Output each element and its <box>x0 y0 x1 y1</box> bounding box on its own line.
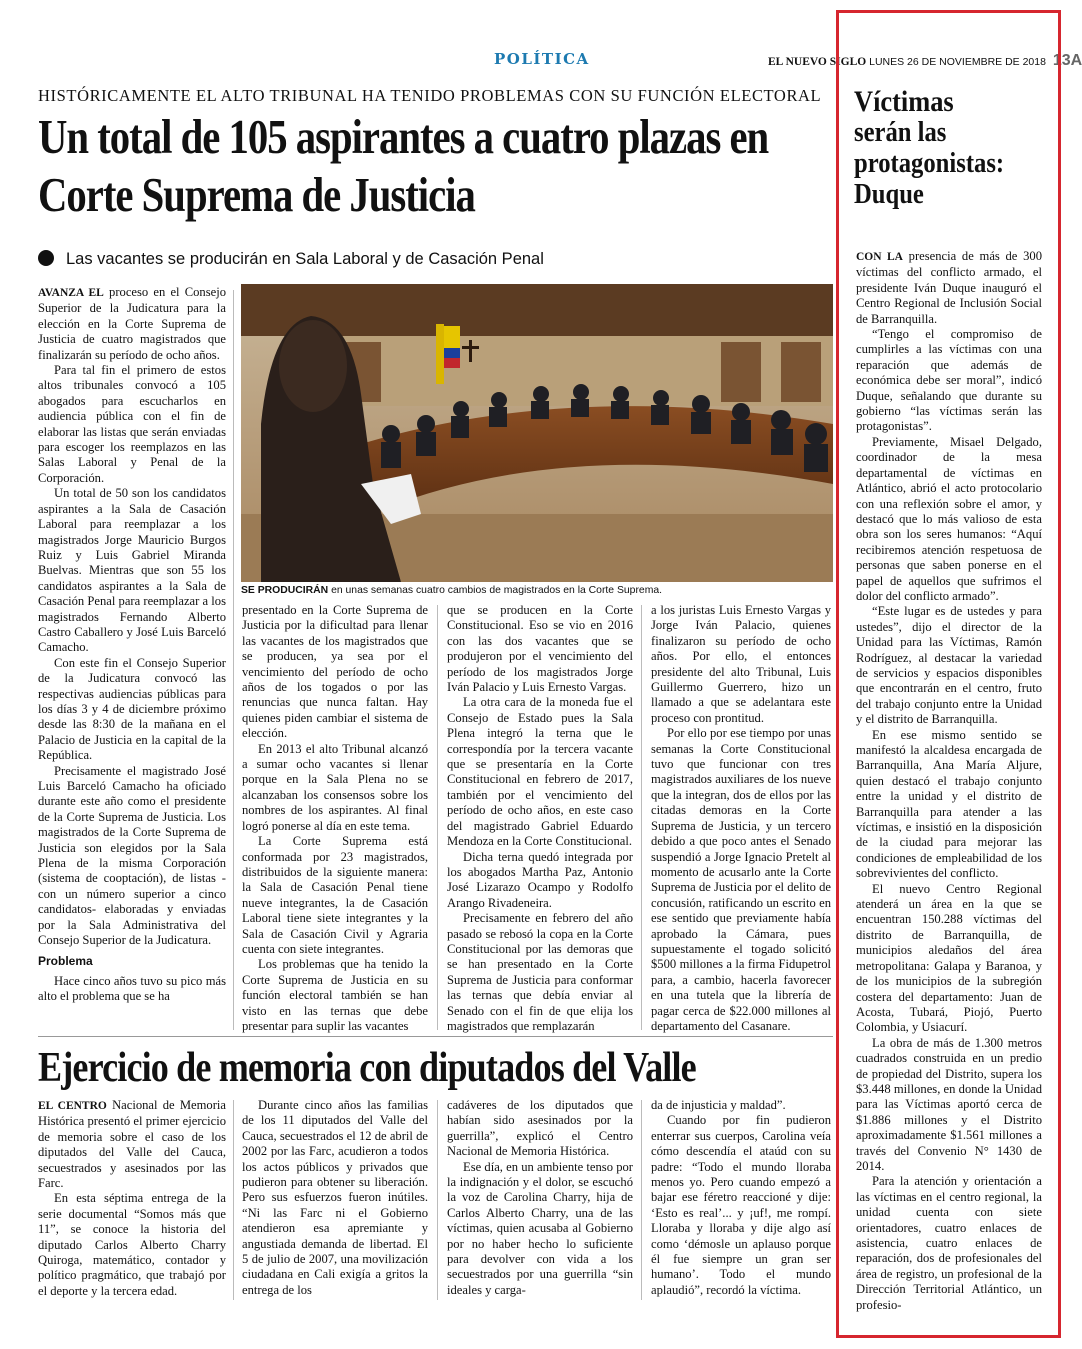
paragraph: Un total de 50 son los candidatos aspirantes a la Sala de Casación Laboral para reemplazar a los magistrados Jorge Mauricio Burgos Ruiz y Luis Gabriel Miranda Buelvas. Mientras que son 55 los candidatos aspirantes a la Sala de Casación Penal para reemplazar a los magistrados Fernando Alberto Castro Caballero y José Luis Barceló Camacho. <box>38 486 226 655</box>
page-number: 13A <box>1052 52 1082 69</box>
second-story-column-1 <box>38 1098 226 1299</box>
paragraph: El nuevo Centro Regional atenderá un área en la que se encuentran 150.288 víctimas del distrito de Barranquilla, de municipios aledaños del área metropolitana: Galapa y Baranoa, y de los municipios de la subregión costera del departamento: Juan de Acosta, Tubará, Piojó, Puerto Colombia, y Usiacurí. <box>856 881 1042 1035</box>
story-headline: Un total de 105 aspirantes a cuatro plazas en Corte Suprema de Justicia <box>38 111 769 222</box>
paragraph: Hace cinco años tuvo su pico más alto el problema que se ha <box>38 973 226 1004</box>
paragraph: Durante cinco años las familias de los 11 diputados del Valle del Cauca, secuestrados el 12 de abril de 2002 por las Farc, acudieron a todos los actos públicos y privados que pudieron para obtener su liberación. Pero sus esfuerzos fueron inútiles. “Ni las Farc ni el Gobierno atendieron esa apremiante y angustiada demanda de libertad. El 5 de julio de 2007, una movilización ciudadana en Cali exigía a gritos la entrega de los <box>242 1098 428 1297</box>
story-subhead <box>38 250 544 269</box>
paragraph: Para tal fin el primero de estos altos tribunales convocó a 105 abogados para escucharlos en audiencia pública con el fin de elaborar las listas que serán enviadas para escoger los reemplazos en las Salas Laboral y Penal de la Corporación. <box>38 363 226 485</box>
paragraph: Por ello por ese tiempo por unas semanas la Corte Constitucional tuvo que funcionar con tres magistrados auxiliares de los nueve que la integran, dos de ellos por las citadas demoras en la Corte Suprema de Justicia, y un tercero debido a que poco antes el Senado suspendió a Jorge Ignacio Pretelt al momento de acusarlo ante la Corte Suprema de Justicia por el delito de concusión, ratificando un escrito en ese sentido que previamente había aprobado la Cámara, pues supuestamente el togado solicitó $500 millones a la firma Fidupetrol para, a cambio, hacerla favorecer en una tutela que la librería de pagar cerca de $22.000 millones al departamento del Casanare. <box>651 726 831 1033</box>
second-story-headline: Ejercicio de memoria con diputados del Valle <box>38 1045 696 1091</box>
paragraph: Los problemas que ha tenido la Corte Suprema de Justicia en su función electoral también se han visto en las ternas que debe presentar para suplir las vacantes <box>242 957 428 1033</box>
photo-caption <box>241 585 662 596</box>
caption-text: en unas semanas cuatro cambios de magistrados en la Corte Suprema. <box>328 585 663 596</box>
paragraph: presentado en la Corte Suprema de Justicia por la dificultad para llenar las vacantes de los magistrados que se producen, ya sea por el vencimiento del período de ocho años de los togados o por las renuncias que nunca faltan. Hay quienes piden cambiar el sistema de elección. <box>242 603 428 741</box>
paragraph: La Corte Suprema está conformada por 23 magistrados, distribuidos de la siguiente manera: la Sala de Casación Penal tiene nueve integrantes, la de Casación Laboral tiene siete integrantes y la Sala de Casación Civil y Agraria cuenta con siete integrantes. <box>242 834 428 956</box>
section-subtitle: Problema <box>38 954 93 969</box>
paragraph: a los juristas Luis Ernesto Vargas y Jorge Iván Palacio, quienes finalizaron su período de ocho años. Por ello, el entonces presidente del alto Tribunal, Luis Guillermo Guerrero, hizo un llamado a que se adelantara este proceso con prontitud. <box>651 603 831 725</box>
paragraph: Cuando por fin pudieron enterrar sus cuerpos, Carolina veía cómo descendía el ataúd con su padre: “Todo el mundo lloraba menos yo. Pero cuando empezó a bajar ese féretro reaccioné y dije: ‘Esto es real’... y ¡uf!, me rompí. Lloraba y lloraba y dije algo así como ‘démosle un aplauso porque él fue siempre un gran ser humano’. Todo el mundo aplaudió”, recordó la víctima. <box>651 1113 831 1297</box>
second-story-column-3 <box>447 1098 633 1298</box>
paragraph: La obra de más de 1.300 metros cuadrados construida en un predio de propiedad del Distrito, supera los $3.448 millones, en donde la Unidad para las Víctimas aportó cerca de $1.886 millones y el Distrito aproximadamente $1.561 millones a través del Convenio N° 1430 de 2014. <box>856 1035 1042 1173</box>
paragraph: En esta séptima entrega de la serie documental “Somos más que 11”, se conoce la historia del diputado Carlos Alberto Charry Quiroga, matemático, contador y político pragmático, que trabajó por el deporte y la tercera edad. <box>38 1191 226 1298</box>
main-story-column-3 <box>447 603 633 1034</box>
sidebar-headline-rest: serán las protagonistas: Duque <box>854 117 1005 210</box>
paragraph: Para la atención y orientación a las víctimas en el centro regional, la unidad cuenta con siete orientadores, cuatro enlaces de asistencia, cuatro enlaces de reparación, dos de profesionales del área de registro, un profesional de la Dirección Territorial Atlántico, un profesio- <box>856 1174 1042 1312</box>
lead-in: EL CENTRO <box>38 1100 107 1112</box>
issue-date: LUNES 26 DE NOVIEMBRE DE 2018 <box>869 56 1046 68</box>
main-story-column-4 <box>651 603 831 1034</box>
paragraph: Precisamente en febrero del año pasado se rebosó la copa en la Corte Constitucional por las demoras que se han presentado en la Corte Suprema de Justicia para conformar las ternas que debía enviar al Senado con el fin de que elija los magistrados que remplazarán <box>447 911 633 1033</box>
paragraph: Precisamente el magistrado José Luis Barceló Camacho ha oficiado durante este año como el presidente de la Corte Suprema de Justicia. Los magistrados de la Corte Suprema de Justicia son elegidos por la Sala Plena de la misma Corporación (sistema de cooptación), de listas -con un número superior a cinco candidatos- elaboradas y enviadas por la Sala Administrativa del Consejo Superior de la Judicatura. <box>38 763 226 948</box>
courtroom-image <box>241 284 833 582</box>
paragraph: Dicha terna quedó integrada por los abogados Martha Paz, Antonio José Lizarazo Ocampo y Rodolfo Arango Rivadeneira. <box>447 849 633 910</box>
paragraph: CON LA presencia de más de 300 víctimas del conflicto armado, el presidente Iván Duque inauguró el Centro Regional de Inclusión Social de Barranquilla. <box>856 249 1042 326</box>
lead-in: CON LA <box>856 251 903 263</box>
paragraph: Con este fin el Consejo Superior de la Judicatura convocó las respectivas audiencias públicas para los días 3 y 4 de diciembre próximo desde las 8:30 de la mañana en el Palacio de Justicia en la capital de la República. <box>38 655 226 763</box>
second-story-column-2 <box>242 1098 428 1298</box>
story-kicker: HISTÓRICAMENTE EL ALTO TRIBUNAL HA TENIDO PROBLEMAS CON SU FUNCIÓN ELECTORAL <box>38 86 822 105</box>
paragraph: Previamente, Misael Delgado, coordinador de la mesa departamental de víctimas en Atlántico, abrió el acto protocolario con una reflexión sobre el amor, y destacó que lo más valioso de esta obra son los seres humanos: “Aquí recibiremos atención respetuosa de personas que saben ponerse en el papel de aquellos que sufrimos el dolor del conflicto armado”. <box>856 434 1042 603</box>
newspaper-name: EL NUEVO SIGLO <box>768 56 867 68</box>
sidebar-headline-line1: Víctimas <box>854 85 954 118</box>
court-session-photo <box>241 284 833 582</box>
caption-lead: SE PRODUCIRÁN <box>241 585 329 596</box>
paragraph: AVANZA EL proceso en el Consejo Superior de la Judicatura para la elección en la Corte Suprema de Justicia de cuatro magistrados que finalizarán su período de ocho años. <box>38 285 227 362</box>
section-label: POLÍTICA <box>494 50 590 68</box>
sidebar-column <box>856 249 1042 1313</box>
paragraph: En ese mismo sentido se manifestó la alcaldesa encargada de Barranquilla, Ana María Aljure, quien destacó el trabajo conjunto entre la unidad y el distrito de Barranquilla para atender a las víctimas, e insistió en la disposición de la ciudad para mejorar las condiciones de empleabilidad de los sobrevivientes del conflicto. <box>856 727 1042 881</box>
subhead-text: Las vacantes se producirán en Sala Laboral y de Casación Penal <box>66 250 544 268</box>
paragraph: “Tengo el compromiso de cumplirles a las víctimas con una reparación que además de económica debe ser moral”, indicó Duque, señalando que durante su gobierno “las víctimas serán las protagonistas”. <box>856 327 1042 434</box>
main-story-column-1 <box>38 285 226 1005</box>
paragraph: Ese día, en un ambiente tenso por la indignación y el dolor, se escuchó la voz de Carolina Charry, hija de Carlos Alberto Charry, una de las víctimas, quien acusaba al Gobierno por no haber hecho lo suficiente para devolver con vida a los secuestrados por una guerrilla “sin ideales y carga- <box>447 1159 633 1297</box>
paragraph: La otra cara de la moneda fue el Consejo de Estado pues la Sala Plena integró la terna que le correspondía por la tercera vacante que se presentaría en la Corte Constitucional en febrero de 2017, también por el vencimiento del período de ocho años, en este caso del magistrado Gabriel Eduardo Mendoza en la Corte Constitucional. <box>447 695 633 849</box>
bullet-icon <box>38 250 54 266</box>
main-story-column-2 <box>242 603 428 1034</box>
paragraph: En 2013 el alto Tribunal alcanzó a sumar ocho vacantes si llenar porque en la Sala Plena no se alcanzaban los consensos sobre los nombres de los aspirantes. Al final logró ponerse al día en este tema. <box>242 741 428 833</box>
paragraph: da de injusticia y maldad”. <box>651 1098 786 1112</box>
paragraph: cadáveres de los diputados que habían sido asesinados por la guerrilla”, explicó el Centro Nacional de Memoria Histórica. <box>447 1098 633 1159</box>
sidebar-headline <box>854 86 1039 210</box>
paragraph: que se producen en la Corte Constitucional. Eso se vio en 2016 con las dos vacantes que se produjeron por el vencimiento del período de los magistrados Jorge Iván Palacio y Luis Ernesto Vargas. <box>447 603 633 695</box>
second-story-column-4 <box>651 1098 831 1298</box>
paragraph: EL CENTRO Nacional de Memoria Histórica presentó el primer ejercicio de memoria sobre el caso de los diputados del Valle del Cauca, secuestrados y asesinados por las Farc. <box>38 1098 226 1191</box>
lead-in: AVANZA EL <box>38 287 104 299</box>
paragraph: “Este lugar es de ustedes y para ustedes”, dijo el director de la Unidad para las Víctimas, Ramón Rodríguez, al destacar la variedad de servicios y espacios disponibles que encontrarán en el centro, fruto del trabajo conjunto entre la Unidad y el distrito de Barranquilla. <box>856 604 1042 727</box>
